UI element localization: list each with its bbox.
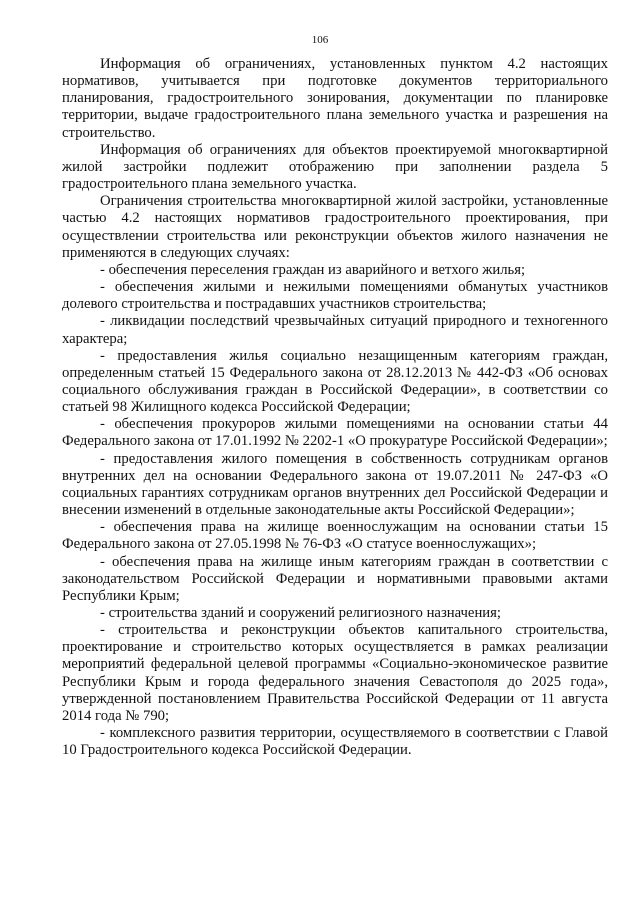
document-body bbox=[62, 56, 608, 759]
list-item-federal-program: - строительства и реконструкции объектов капитального строительства, проектирование и строительство которых осуществляется в рамках реализации мероприятий федеральной целевой программы «Социально-экономическое развитие Республики Крым и города федерального значения Севастополя до 2025 года», утвержденной постановлением Правительства Российской Федерации от 11 августа 2014 года № 790; bbox=[62, 622, 608, 724]
paragraph-restrictions-exceptions: Ограничения строительства многоквартирной жилой застройки, установленные частью 4.2 настоящих нормативов градостроительного проектирования, при осуществлении строительства или реконструкции объектов жилого назначения не применяются в следующих случаях: bbox=[62, 193, 608, 261]
paragraph-info-apartment-buildings: Информация об ограничениях для объектов проектируемой многоквартирной жилой застройки подлежит отображению при заполнении раздела 5 градостроительного плана земельного участка. bbox=[62, 141, 608, 193]
list-item-socially-unprotected: - предоставления жилья социально незащищенным категориям граждан, определенным статьей 15 Федерального закона от 28.12.2013 № 442-ФЗ «Об основах социального обслуживания граждан в Российской Федерации», в соответствии со статьей 98 Жилищного кодекса Российской Федерации; bbox=[62, 347, 608, 416]
list-item-other-categories: - обеспечения права на жилище иным категориям граждан в соответствии с законодательством Российской Федерации и нормативными правовыми актами Республики Крым; bbox=[62, 553, 608, 604]
list-item-emergency-liquidation: - ликвидации последствий чрезвычайных ситуаций природного и техногенного характера; bbox=[62, 313, 608, 347]
list-item-internal-affairs: - предоставления жилого помещения в собственность сотрудникам органов внутренних дел на основании Федерального закона от 19.07.2011 № 247-ФЗ «О социальных гарантиях сотрудникам органов внутренних дел Российской Федерации и внесении изменений в отдельные законодательные акты Российской Федерации»; bbox=[62, 450, 608, 519]
list-item-prosecutors: - обеспечения прокуроров жилыми помещениями на основании статьи 44 Федерального закона от 17.01.1992 № 2202-1 «О прокуратуре Российской Федерации»; bbox=[62, 416, 608, 450]
list-item-deceived-participants: - обеспечения жилыми и нежилыми помещениями обманутых участников долевого строительства и пострадавших участников строительства; bbox=[62, 279, 608, 313]
list-item-military: - обеспечения права на жилище военнослужащим на основании статьи 15 Федерального закона от 27.05.1998 № 76-ФЗ «О статусе военнослужащих»; bbox=[62, 519, 608, 553]
paragraph-info-restrictions: Информация об ограничениях, установленных пунктом 4.2 настоящих нормативов, учитывается при подготовке документов территориального планирования, градостроительного зонирования, документации по планировке территории, выдаче градостроительного плана земельного участка и разрешения на строительство. bbox=[62, 56, 608, 141]
list-item-religious-buildings: - строительства зданий и сооружений религиозного назначения; bbox=[100, 605, 502, 621]
page-number: 106 bbox=[311, 34, 329, 46]
list-item-resettlement: - обеспечения переселения граждан из аварийного и ветхого жилья; bbox=[100, 261, 526, 278]
list-item-complex-development: - комплексного развития территории, осуществляемого в соответствии с Главой 10 Градостроительного кодекса Российской Федерации. bbox=[62, 725, 608, 759]
